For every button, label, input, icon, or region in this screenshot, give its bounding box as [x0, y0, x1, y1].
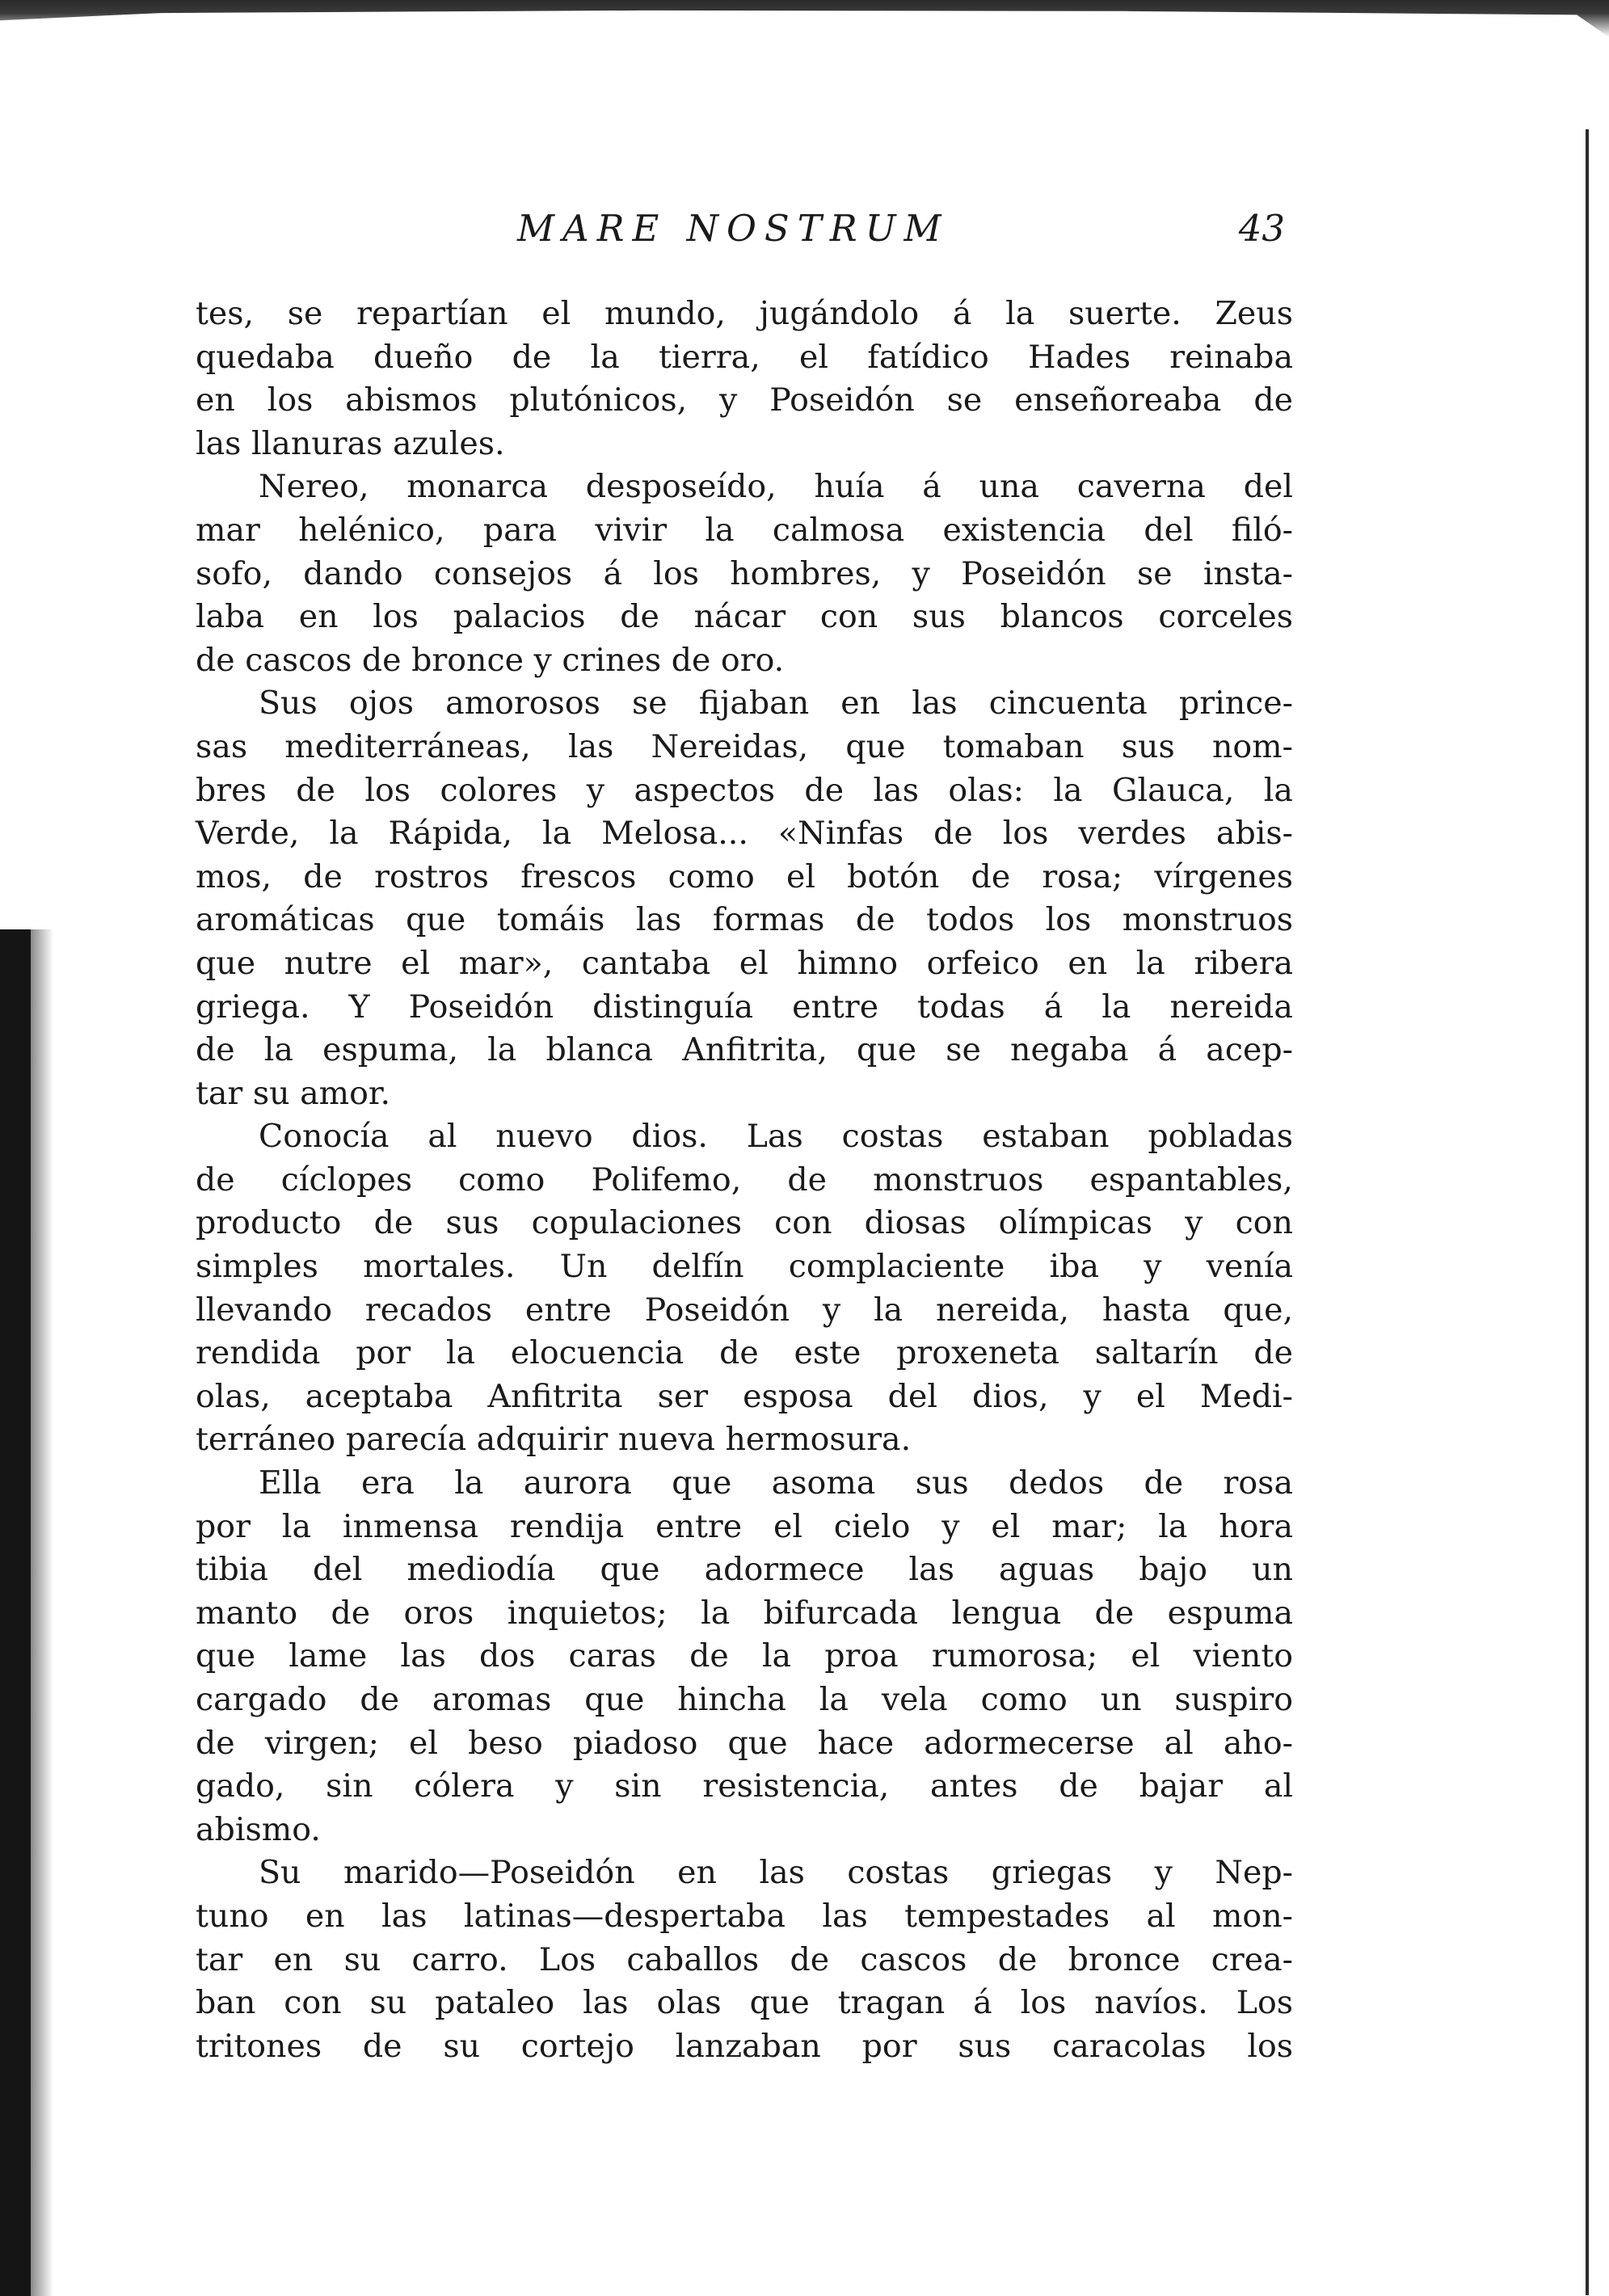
text-line: mos, de rostros frescos como el botón de rosa; vírgenes: [196, 857, 1293, 895]
text-line: llevando recados entre Poseidón y la nereida, hasta que,: [196, 1291, 1293, 1329]
scan-top-edge: [0, 0, 1609, 37]
running-title: MARE NOSTRUM: [517, 207, 950, 250]
scan-left-binding-edge: [0, 929, 31, 2296]
text-line: que lame las dos caras de la proa rumorosa; el viento: [196, 1637, 1293, 1675]
text-line: Verde, la Rápida, la Melosa... «Ninfas de los verdes abis-: [196, 815, 1293, 853]
text-line: quedaba dueño de la tierra, el fatídico Hades reinaba: [196, 338, 1293, 376]
text-line: tritones de su cortejo lanzaban por sus caracolas los: [196, 2027, 1293, 2065]
scan-left-binding-shadow: [31, 929, 53, 2296]
text-line: que nutre el mar», cantaba el himno orfeico en la ribera: [196, 944, 1293, 982]
text-line: cargado de aromas que hincha la vela como un suspiro: [196, 1681, 1293, 1718]
text-line: Conocía al nuevo dios. Las costas estaban pobladas: [259, 1118, 1293, 1156]
page-number: 43: [1238, 207, 1285, 250]
text-line: tibia del mediodía que adormece las aguas bajo un: [196, 1551, 1293, 1589]
text-line: bres de los colores y aspectos de las olas: la Glauca, la: [196, 771, 1293, 809]
text-line: de cascos de bronce y crines de oro.: [196, 641, 785, 679]
text-line: Nereo, monarca desposeído, huía á una caverna del: [259, 468, 1293, 506]
body-text: [196, 293, 1293, 2068]
text-line: de cíclopes como Polifemo, de monstruos espantables,: [196, 1161, 1293, 1199]
text-line: de la espuma, la blanca Anfitrita, que se negaba á acep-: [196, 1031, 1293, 1069]
text-line: gado, sin cólera y sin resistencia, antes de bajar al: [196, 1767, 1293, 1805]
scan-right-edge-line: [1586, 129, 1589, 2295]
text-line: Ella era la aurora que asoma sus dedos de rosa: [259, 1464, 1293, 1502]
text-line: abismo.: [196, 1810, 321, 1848]
text-line: tar en su carro. Los caballos de cascos de bronce crea-: [196, 1940, 1293, 1978]
text-line: mar helénico, para vivir la calmosa existencia del filó-: [196, 511, 1293, 549]
text-line: tar su amor.: [196, 1074, 391, 1112]
text-line: sas mediterráneas, las Nereidas, que tomaban sus nom-: [196, 727, 1293, 765]
text-line: tuno en las latinas—despertaba las tempestades al mon-: [196, 1897, 1293, 1935]
page-header: [517, 207, 1285, 263]
text-line: las llanuras azules.: [196, 424, 505, 462]
text-line: griega. Y Poseidón distinguía entre todas á la nereida: [196, 988, 1293, 1026]
text-line: tes, se repartían el mundo, jugándolo á la suerte. Zeus: [196, 295, 1293, 332]
text-line: producto de sus copulaciones con diosas olímpicas y con: [196, 1204, 1293, 1242]
text-line: olas, aceptaba Anfitrita ser esposa del dios, y el Medi-: [196, 1377, 1293, 1415]
text-line: de virgen; el beso piadoso que hace adormecerse al aho-: [196, 1724, 1293, 1762]
text-line: manto de oros inquietos; la bifurcada lengua de espuma: [196, 1594, 1293, 1632]
text-line: Su marido—Poseidón en las costas griegas y Nep-: [259, 1854, 1293, 1892]
text-line: rendida por la elocuencia de este proxeneta saltarín de: [196, 1334, 1293, 1372]
text-line: simples mortales. Un delfín complaciente iba y venía: [196, 1248, 1293, 1286]
text-line: laba en los palacios de nácar con sus blancos corceles: [196, 598, 1293, 636]
text-line: ban con su pataleo las olas que tragan á los navíos. Los: [196, 1984, 1293, 2022]
text-line: terráneo parecía adquirir nueva hermosura.: [196, 1421, 912, 1459]
text-line: aromáticas que tomáis las formas de todos los monstruos: [196, 901, 1293, 939]
text-line: en los abismos plutónicos, y Poseidón se enseñoreaba de: [196, 381, 1293, 419]
text-line: Sus ojos amorosos se fijaban en las cincuenta prince-: [259, 685, 1293, 723]
text-line: sofo, dando consejos á los hombres, y Poseidón se insta-: [196, 554, 1293, 592]
text-line: por la inmensa rendija entre el cielo y el mar; la hora: [196, 1507, 1293, 1545]
